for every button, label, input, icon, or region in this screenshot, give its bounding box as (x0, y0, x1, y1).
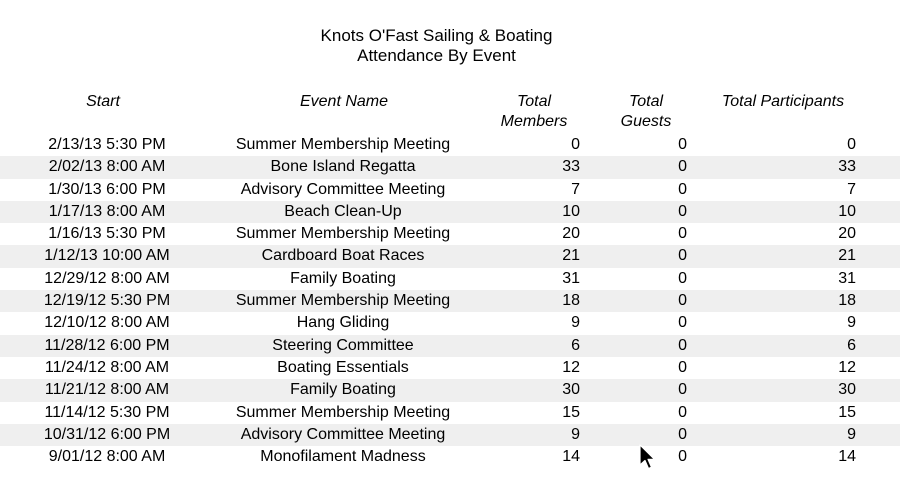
cell-event-name: Summer Membership Meeting (235, 225, 451, 243)
table-row (0, 268, 900, 290)
cell-total-members: 21 (562, 247, 580, 265)
table-row (0, 424, 900, 446)
attendance-table-body (0, 134, 900, 468)
cell-total-participants: 6 (847, 336, 856, 354)
cell-start: 1/17/13 8:00 AM (48, 202, 166, 220)
cell-total-participants: 9 (847, 425, 856, 443)
cell-total-guests: 0 (678, 292, 687, 310)
cell-start: 11/14/12 5:30 PM (44, 403, 170, 421)
cell-total-participants: 18 (838, 292, 856, 310)
column-header-total-participants: Total Participants (721, 93, 845, 110)
cell-total-guests: 0 (678, 136, 687, 153)
cell-event-name: Monofilament Madness (260, 448, 426, 466)
report-title: Attendance By Event (357, 46, 516, 65)
cell-total-members: 12 (562, 358, 580, 376)
cell-total-members: 6 (571, 336, 580, 354)
table-row (0, 156, 900, 178)
cell-total-guests: 0 (678, 202, 687, 220)
cell-total-guests: 0 (678, 448, 687, 466)
cell-event-name: Advisory Committee Meeting (240, 425, 446, 443)
table-row (0, 201, 900, 223)
table-row (0, 179, 900, 201)
cell-total-members: 20 (562, 225, 580, 243)
cell-total-guests: 0 (678, 180, 687, 198)
cell-total-participants: 14 (838, 448, 856, 466)
table-row (0, 379, 900, 401)
cell-total-participants: 9 (847, 314, 856, 332)
column-header-total-guests (606, 92, 686, 132)
cell-event-name: Family Boating (290, 269, 396, 287)
table-row (0, 245, 900, 267)
cell-event-name: Cardboard Boat Races (261, 247, 425, 265)
table-row (0, 134, 900, 156)
cell-start: 12/29/12 8:00 AM (44, 269, 170, 287)
cell-total-members: 14 (562, 448, 580, 466)
cell-start: 9/01/12 8:00 AM (48, 448, 166, 466)
cell-total-guests: 0 (678, 336, 687, 354)
cell-event-name: Advisory Committee Meeting (240, 180, 446, 198)
column-header-total-members-line1: Total (516, 93, 552, 110)
cell-total-guests: 0 (678, 269, 687, 287)
table-row (0, 223, 900, 245)
column-header-total-guests-line1: Total (628, 93, 664, 110)
organization-name: Knots O'Fast Sailing & Boating (320, 26, 553, 45)
cell-start: 1/30/13 6:00 PM (48, 180, 166, 198)
cell-start: 12/10/12 8:00 AM (44, 314, 170, 332)
cell-start: 1/16/13 5:30 PM (48, 225, 166, 243)
column-header-total-members (494, 92, 574, 132)
column-header-total-members-line2: Members (500, 113, 568, 130)
cell-start: 11/28/12 6:00 PM (44, 336, 170, 354)
cell-start: 12/19/12 5:30 PM (43, 292, 171, 310)
cell-start: 10/31/12 6:00 PM (43, 425, 171, 443)
table-row (0, 446, 900, 468)
cell-event-name: Steering Committee (272, 336, 414, 354)
cell-total-members: 0 (571, 136, 580, 153)
cell-total-guests: 0 (678, 247, 687, 265)
cell-total-participants: 10 (838, 202, 856, 220)
cell-total-participants: 12 (838, 358, 856, 376)
cell-total-members: 30 (562, 381, 580, 399)
cell-total-participants: 30 (838, 381, 856, 399)
cell-total-guests: 0 (678, 225, 687, 243)
cell-total-members: 18 (562, 292, 580, 310)
cell-total-members: 10 (562, 202, 580, 220)
cell-total-members: 15 (562, 403, 580, 421)
cell-total-guests: 0 (678, 314, 687, 332)
cell-total-guests: 0 (678, 358, 687, 376)
cell-start: 11/21/12 8:00 AM (44, 381, 170, 399)
table-row (0, 402, 900, 424)
mouse-pointer-icon (638, 444, 658, 470)
table-row (0, 335, 900, 357)
cell-event-name: Summer Membership Meeting (235, 403, 451, 421)
cell-total-guests: 0 (678, 158, 687, 176)
cell-total-members: 31 (562, 269, 580, 287)
cell-total-participants: 31 (838, 269, 856, 287)
cell-event-name: Hang Gliding (296, 314, 390, 332)
cell-start: 2/02/13 8:00 AM (48, 158, 166, 176)
report-header (0, 26, 873, 66)
column-header-event-name: Event Name (299, 93, 389, 110)
cell-event-name: Bone Island Regatta (270, 158, 416, 176)
cell-total-guests: 0 (678, 425, 687, 443)
cell-total-guests: 0 (678, 403, 687, 421)
cell-total-guests: 0 (678, 381, 687, 399)
cell-event-name: Summer Membership Meeting (235, 136, 451, 153)
column-header-total-guests-line2: Guests (620, 113, 672, 130)
cell-total-participants: 15 (838, 403, 856, 421)
cell-event-name: Summer Membership Meeting (235, 292, 451, 310)
column-header-start: Start (86, 93, 120, 110)
cell-total-members: 33 (562, 158, 580, 176)
table-row (0, 312, 900, 334)
cell-total-members: 9 (571, 314, 580, 332)
cell-event-name: Family Boating (290, 381, 396, 399)
cell-start: 1/12/13 10:00 AM (44, 247, 170, 265)
cell-total-members: 7 (571, 180, 580, 198)
cell-total-participants: 21 (838, 247, 856, 265)
cell-total-participants: 7 (847, 180, 856, 198)
table-row (0, 290, 900, 312)
cell-total-participants: 33 (838, 158, 856, 176)
cell-total-participants: 20 (838, 225, 856, 243)
cell-total-participants: 0 (847, 136, 856, 153)
cell-event-name: Boating Essentials (277, 358, 409, 376)
cell-total-members: 9 (571, 425, 580, 443)
cell-start: 2/13/13 5:30 PM (48, 136, 166, 153)
cell-start: 11/24/12 8:00 AM (44, 358, 170, 376)
cell-event-name: Beach Clean-Up (284, 202, 402, 220)
table-row (0, 357, 900, 379)
